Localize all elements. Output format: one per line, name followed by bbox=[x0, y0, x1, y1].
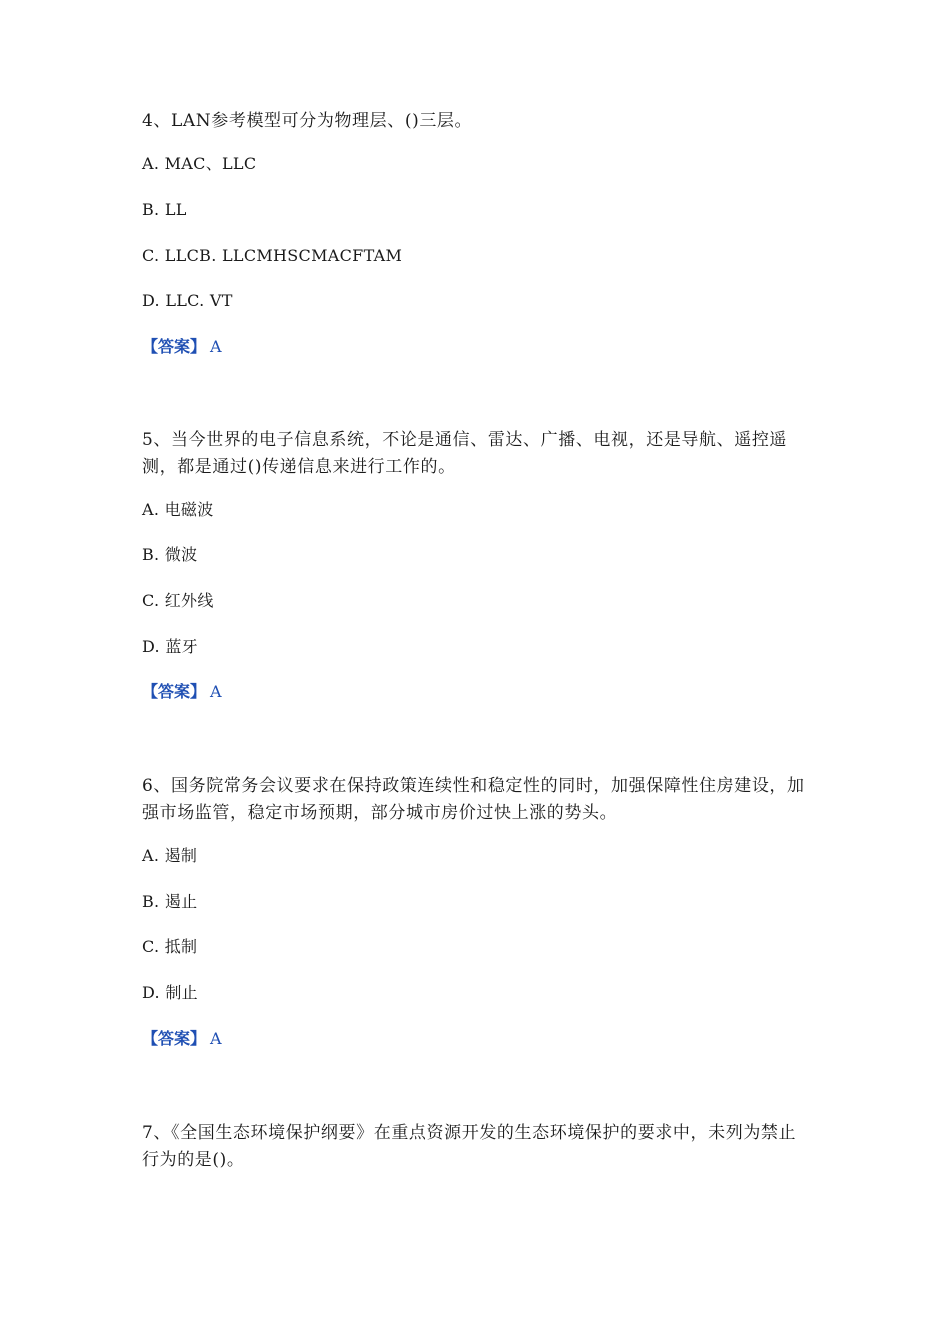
question-4 bbox=[142, 108, 807, 356]
question-stem: 4、LAN参考模型可分为物理层、()三层。 bbox=[142, 111, 473, 131]
option-d: D. 蓝牙 bbox=[142, 637, 198, 656]
question-7 bbox=[142, 1120, 807, 1174]
option-a: A. 电磁波 bbox=[142, 500, 214, 519]
answer-label: 答案 bbox=[158, 337, 191, 356]
option-c: C. 红外线 bbox=[142, 591, 214, 610]
option-b: B. 遏止 bbox=[142, 892, 198, 911]
answer-close-bracket: 】 bbox=[190, 1029, 207, 1048]
option-c: C. LLCB. LLCMHSCMACFTAM bbox=[142, 246, 403, 265]
answer-label: 答案 bbox=[158, 682, 191, 701]
option-b: B. 微波 bbox=[142, 545, 198, 564]
answer-close-bracket: 】 bbox=[190, 337, 207, 356]
answer-line bbox=[142, 1029, 222, 1049]
answer-line bbox=[142, 682, 222, 702]
answer-value: A bbox=[210, 1029, 222, 1048]
option-b: B. LL bbox=[142, 200, 187, 219]
option-a: A. 遏制 bbox=[142, 846, 198, 865]
question-stem: 7、《全国生态环境保护纲要》在重点资源开发的生态环境保护的要求中，未列为禁止行为的是()。 bbox=[142, 1123, 797, 1170]
answer-value: A bbox=[210, 337, 222, 356]
answer-value: A bbox=[210, 682, 222, 701]
option-d: D. 制止 bbox=[142, 983, 198, 1002]
answer-open-bracket: 【 bbox=[142, 1029, 159, 1048]
answer-line bbox=[142, 337, 222, 357]
answer-open-bracket: 【 bbox=[142, 337, 159, 356]
question-stem: 5、当今世界的电子信息系统，不论是通信、雷达、广播、电视，还是导航、遥控遥测，都是通过()传递信息来进行工作的。 bbox=[142, 430, 788, 477]
answer-label: 答案 bbox=[158, 1029, 191, 1048]
option-a: A. MAC、LLC bbox=[142, 154, 257, 173]
answer-open-bracket: 【 bbox=[142, 682, 159, 701]
question-stem: 6、国务院常务会议要求在保持政策连续性和稳定性的同时，加强保障性住房建设，加强市场监管，稳定市场预期，部分城市房价过快上涨的势头。 bbox=[142, 776, 805, 823]
option-c: C. 抵制 bbox=[142, 937, 198, 956]
question-6 bbox=[142, 773, 807, 1048]
question-5 bbox=[142, 427, 807, 701]
answer-close-bracket: 】 bbox=[190, 682, 207, 701]
option-d: D. LLC. VT bbox=[142, 291, 233, 310]
